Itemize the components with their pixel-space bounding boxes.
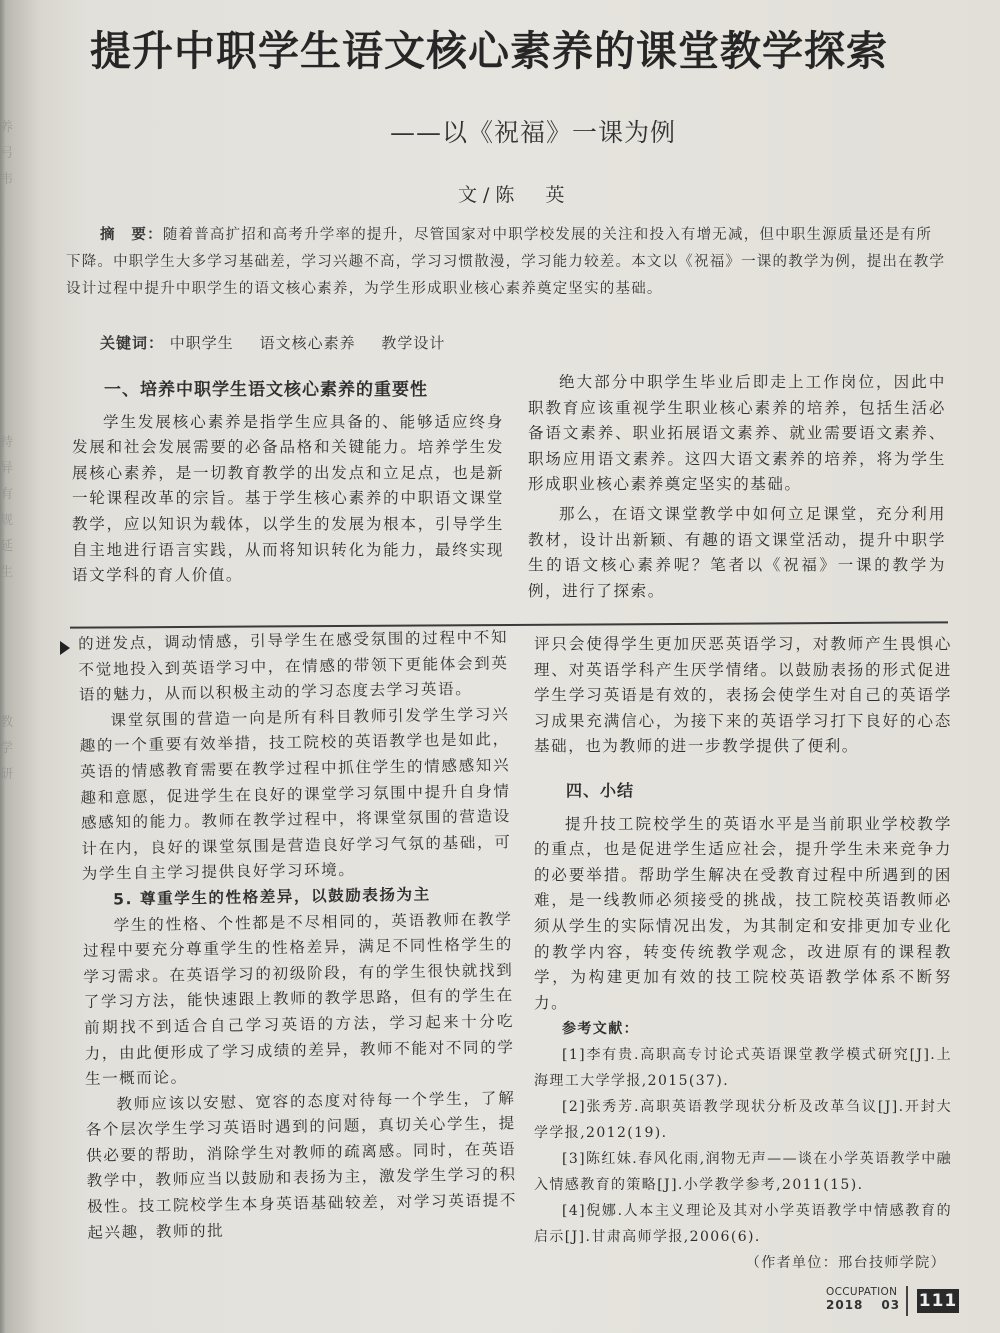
footer-separator	[906, 1286, 908, 1316]
reference-item: [3]陈红妹.春风化雨,润物无声——谈在小学英语教学中融入情感教育的策略[J].小学教学参考,2011(15).	[534, 1151, 952, 1194]
issue-number: 03	[881, 1298, 901, 1312]
abstract	[66, 222, 946, 303]
margin-bleed-text	[0, 430, 60, 586]
reference-item: [1]李有贵.高职高专讨论式英语课堂教学模式研究[J].上海理工大学学报,2015(37).	[534, 1047, 952, 1090]
bleed-char: 教	[0, 715, 14, 730]
article-subtitle: ——以《祝福》一课为例	[390, 118, 677, 147]
keywords-label: 关键词：	[100, 334, 165, 352]
bleed-char: 有	[0, 487, 14, 502]
bleed-char: 持	[0, 435, 14, 450]
abstract-label: 摘 要：	[100, 227, 163, 243]
bleed-char: 规	[0, 513, 14, 528]
continued-right-column	[534, 632, 952, 1276]
continuation-arrow-icon	[60, 641, 70, 655]
subsection-heading: 5. 尊重学生的性格差异，以鼓励表扬为主	[113, 885, 431, 909]
page-footer	[826, 1286, 918, 1312]
body-paragraph: 绝大部分中职学生毕业后即走上工作岗位，因此中职教育应该重视学生职业核心素养的培养，包括生活必备语文素养、职业拓展语文素养、就业需要语文素养、职场应用语文素养。这四大语文素养的培养，将为学生形成职业核心素养奠定坚实的基础。	[528, 373, 946, 494]
margin-bleed-text	[0, 710, 60, 788]
references-heading: 参考文献：	[562, 1021, 639, 1038]
reference-item: [2]张秀芳.高职英语教学现状分析及改革刍议[J].开封大学学报,2012(19).	[534, 1099, 952, 1142]
continued-left-column	[78, 625, 518, 1246]
article-author: 文/陈 英	[458, 184, 571, 206]
body-paragraph: 的迸发点，调动情感，引导学生在感受氛围的过程中不知不觉地投入到英语学习中，在情感的带领下更能体会到英语的魅力，从而以积极主动的学习态度去学习英语。	[78, 628, 509, 705]
issue-year: 2018	[826, 1298, 864, 1312]
bleed-char: 生	[0, 565, 14, 580]
page-number: 111	[918, 1291, 958, 1311]
bleed-char: 养	[0, 120, 14, 135]
bleed-char: 韦	[0, 172, 14, 187]
article-divider	[70, 621, 948, 628]
body-paragraph: 那么，在语文课堂教学中如何立足课堂，充分利用教材，设计出新颖、有趣的语文课堂活动，提升中职学生的语文核心素养呢？笔者以《祝福》一课的教学为例，进行了探索。	[528, 504, 946, 600]
section1-right-column	[528, 370, 946, 604]
issue-info	[826, 1298, 918, 1312]
section4-heading: 四、小结	[566, 780, 635, 800]
body-paragraph: 评只会使得学生更加厌恶英语学习，对教师产生畏惧心理、对英语学科产生厌学情绪。以鼓励表扬的形式促进学生学习英语是有效的，表扬会使学生对自己的英语学习成果充满信心，为接下来的英语学习打下良好的心态基础，也为教师的进一步教学提供了便利。	[534, 635, 952, 756]
abstract-text: 随着普高扩招和高考升学率的提升，尽管国家对中职学校发展的关注和投入有增无减，但中职生源质量还是有所下降。中职学生大多学习基础差，学习兴趣不高，学习习惯散漫，学习能力较差。本文以《祝福》一课的教学为例，提出在教学设计过程中提升中职学生的语文核心素养，为学生形成职业核心素养奠定坚实的基础。	[66, 227, 946, 297]
section1-heading: 一、培养中职学生语文核心素养的重要性	[104, 380, 428, 400]
keywords	[100, 332, 465, 353]
bleed-char: 弓	[0, 146, 14, 161]
body-paragraph: 提升技工院校学生的英语水平是当前职业学校教学的重点，也是促进学生适应社会，提升学生未来竞争力的必要举措。帮助学生解决在受教育过程中所遇到的困难，是一线教师必须接受的挑战，技工院校英语教师必须从学生的实际情况出发，为其制定和安排更加专业化的教学内容，转变传统教学观念，改进原有的课程教学，为构建更加有效的技工院校英语教学体系不断努力。	[534, 814, 952, 1012]
reference-item: [4]倪娜.人本主义理论及其对小学英语教学中情感教育的启示[J].甘肃高师学报,2006(6).	[534, 1203, 952, 1246]
keyword: 教学设计	[381, 334, 446, 352]
keyword: 中职学生	[169, 334, 234, 352]
body-paragraph: 学生的性格、个性都是不尽相同的，英语教师在教学过程中要充分尊重学生的性格差异，满足不同性格学生的学习需求。在英语学习的初级阶段，有的学生很快就找到了学习方法，能快速跟上教师的教学思路，但有的学生在前期找不到适合自己学习英语的方法，学习起来十分吃力，由此便形成了学习成绩的差异，教师不能对不同的学生一概而论。	[82, 909, 515, 1089]
margin-bleed-text	[0, 115, 60, 193]
body-paragraph: 学生发展核心素养是指学生应具备的、能够适应终身发展和社会发展需要的必备品格和关键能力。培养学生发展核心素养，是一切教育教学的出发点和立足点，也是新一轮课程改革的宗旨。基于学生核心素养的中职语文课堂教学，应以知识为载体，以学生的发展为根本，引导学生自主地进行语言实践，从而将知识转化为能力，最终实现语文学科的育人价值。	[72, 412, 504, 585]
body-paragraph: 课堂氛围的营造一向是所有科目教师引发学生学习兴趣的一个重要有效举措，技工院校的英语教学也是如此，英语的情感教育需要在教学过程中抓住学生的情感感知兴趣和意愿，促进学生在良好的课堂学习氛围中提升自身情感感知的能力。教师在教学过程中，将课堂氛围的营造设计在内，良好的课堂氛围是营造良好学习气氛的基础，可为学生自主学习提供良好学习环境。	[79, 705, 512, 884]
bleed-char: 异	[0, 461, 14, 476]
body-paragraph: 教师应该以安慰、宽容的态度对待每一个学生，了解各个层次学生学习英语时遇到的问题，真切关心学生，提供必要的帮助，消除学生对教师的疏离感。同时，在英语教学中，教师应当以鼓励和表扬为主，激发学生学习的积极性。技工院校学生本身英语基础较差，对学习英语提不起兴趣，教师的批	[85, 1088, 518, 1242]
references	[534, 1016, 952, 1276]
bleed-char: 研	[0, 767, 14, 782]
bleed-char: 延	[0, 539, 14, 554]
article-title: 提升中职学生语文核心素养的课堂教学探索	[90, 27, 888, 75]
keyword: 语文核心素养	[259, 334, 356, 352]
journal-name: OCCUPATION	[826, 1286, 898, 1298]
section1-left-column	[72, 378, 504, 589]
author-affiliation: （作者单位：邢台技师学院）	[745, 1255, 946, 1272]
bleed-char: 学	[0, 741, 14, 756]
